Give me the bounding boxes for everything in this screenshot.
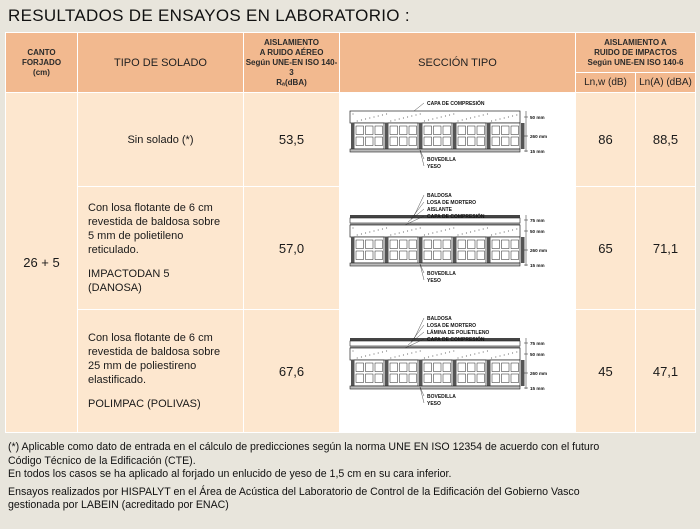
- bovedilla-block: [354, 123, 384, 149]
- aggregate-dot: [491, 235, 492, 236]
- aggregate-dot: [432, 356, 433, 357]
- aggregate-dot: [486, 351, 487, 352]
- aereo-value: 57,0: [244, 187, 340, 310]
- results-table: [5, 32, 696, 433]
- dimension-label: 75 mm: [529, 341, 545, 346]
- aggregate-dot: [461, 357, 462, 358]
- section-diagram: [340, 187, 576, 310]
- joist: [453, 123, 457, 149]
- aggregate-dot: [503, 355, 504, 356]
- solado-text: Con losa flotante de 6 cm revestida de baldosa sobre 25 mm de poliestireno elastificado. POLIMPAC (POLIVAS): [78, 310, 244, 433]
- aggregate-dot: [373, 116, 374, 117]
- aggregate-dot: [470, 232, 471, 233]
- aggregate-dot: [457, 120, 458, 121]
- aggregate-dot: [432, 118, 433, 119]
- aggregate-dot: [423, 358, 424, 359]
- dimension-label: 50 mm: [529, 352, 545, 357]
- aggregate-dot: [356, 358, 357, 359]
- diagram-bottom-label: YESO: [426, 163, 441, 170]
- joist: [351, 237, 355, 263]
- aggregate-dot: [360, 119, 361, 120]
- aggregate-dot: [507, 116, 508, 117]
- aggregate-dot: [507, 354, 508, 355]
- aggregate-dot: [402, 355, 403, 356]
- aggregate-dot: [453, 113, 454, 114]
- aggregate-dot: [356, 235, 357, 236]
- aggregate-dot: [470, 355, 471, 356]
- header-lnw: Ln,w (dB): [576, 73, 636, 93]
- aggregate-dot: [423, 120, 424, 121]
- aggregate-dot: [377, 353, 378, 354]
- joist: [385, 123, 389, 149]
- aggregate-dot: [503, 117, 504, 118]
- aggregate-dot: [386, 228, 387, 229]
- header-tipo-solado: TIPO DE SOLADO: [78, 33, 244, 93]
- aggregate-dot: [398, 118, 399, 119]
- aggregate-dot: [377, 230, 378, 231]
- lnw-value: 65: [576, 187, 636, 310]
- dimension-label: 75 mm: [529, 218, 545, 223]
- lna-value: 88,5: [636, 93, 696, 187]
- aggregate-dot: [512, 230, 513, 231]
- joist: [351, 360, 355, 386]
- aggregate-dot: [486, 113, 487, 114]
- dimension-label: 15 mm: [529, 263, 545, 268]
- aggregate-dot: [411, 230, 412, 231]
- diagram-top-label: LOSA DE MORTERO: [426, 200, 476, 206]
- aggregate-dot: [436, 232, 437, 233]
- aggregate-dot: [411, 353, 412, 354]
- aggregate-dot: [444, 230, 445, 231]
- aggregate-dot: [352, 351, 353, 352]
- aggregate-dot: [407, 231, 408, 232]
- joist: [453, 360, 457, 386]
- aggregate-dot: [436, 117, 437, 118]
- dimension-label: 260 mm: [529, 133, 547, 139]
- bovedilla-block: [422, 123, 452, 149]
- bovedilla-block: [354, 360, 384, 386]
- diagram-top-label: LOSA DE MORTERO: [426, 323, 476, 329]
- aggregate-dot: [474, 354, 475, 355]
- joist: [385, 237, 389, 263]
- aggregate-dot: [394, 357, 395, 358]
- aggregate-dot: [428, 119, 429, 120]
- plaster-layer: [350, 149, 520, 152]
- joist: [487, 123, 491, 149]
- diagram-bottom-label: BOVEDILLA: [426, 271, 456, 277]
- joist: [487, 360, 491, 386]
- aggregate-dot: [465, 118, 466, 119]
- aggregate-dot: [486, 228, 487, 229]
- aggregate-dot: [386, 351, 387, 352]
- aggregate-dot: [449, 114, 450, 115]
- aggregate-dot: [444, 115, 445, 116]
- aggregate-dot: [411, 115, 412, 116]
- aggregate-dot: [478, 115, 479, 116]
- diagram-top-label: AISLANTE: [426, 207, 452, 213]
- joist: [419, 237, 423, 263]
- aggregate-dot: [381, 352, 382, 353]
- lna-value: 71,1: [636, 187, 696, 310]
- aggregate-dot: [398, 356, 399, 357]
- page-title: RESULTADOS DE ENSAYOS EN LABORATORIO :: [8, 6, 410, 25]
- aggregate-dot: [516, 114, 517, 115]
- aggregate-dot: [478, 230, 479, 231]
- aggregate-dot: [457, 358, 458, 359]
- aggregate-dot: [482, 229, 483, 230]
- bovedilla-block: [456, 123, 486, 149]
- aggregate-dot: [352, 228, 353, 229]
- solado-text: Con losa flotante de 6 cm revestida de baldosa sobre 5 mm de polietileno reticulado. IMPACTODAN 5 (DANOSA): [78, 187, 244, 310]
- header-lna: Ln(A) (dBA): [636, 73, 696, 93]
- plaster-layer: [350, 386, 520, 389]
- dimension-label: 15 mm: [529, 148, 545, 154]
- aggregate-dot: [512, 353, 513, 354]
- aggregate-dot: [365, 118, 366, 119]
- aggregate-dot: [507, 231, 508, 232]
- aggregate-dot: [386, 113, 387, 114]
- header-impactos: AISLAMIENTO A RUIDO DE IMPACTOS Según UNE-EN ISO 140-6: [576, 33, 696, 73]
- header-canto: CANTO FORJADO (cm): [6, 33, 78, 93]
- joist: [521, 123, 525, 149]
- aggregate-dot: [436, 355, 437, 356]
- aggregate-dot: [415, 229, 416, 230]
- bovedilla-block: [456, 360, 486, 386]
- aggregate-dot: [390, 120, 391, 121]
- aggregate-dot: [394, 119, 395, 120]
- aggregate-dot: [419, 113, 420, 114]
- compression-layer: [350, 348, 520, 360]
- aereo-value: 67,6: [244, 310, 340, 433]
- joist: [419, 123, 423, 149]
- aggregate-dot: [390, 358, 391, 359]
- aggregate-dot: [377, 115, 378, 116]
- aggregate-dot: [369, 232, 370, 233]
- bovedilla-block: [456, 237, 486, 263]
- aggregate-dot: [503, 232, 504, 233]
- bovedilla-block: [490, 123, 520, 149]
- diagram-top-label: CAPA DE COMPRESIÓN: [426, 214, 485, 220]
- aggregate-dot: [495, 234, 496, 235]
- leader-line: [414, 103, 424, 111]
- aggregate-dot: [453, 351, 454, 352]
- aggregate-dot: [478, 353, 479, 354]
- joist: [351, 123, 355, 149]
- aggregate-dot: [457, 235, 458, 236]
- aggregate-dot: [474, 231, 475, 232]
- aggregate-dot: [381, 114, 382, 115]
- aggregate-dot: [449, 229, 450, 230]
- aggregate-dot: [512, 115, 513, 116]
- diagram-bottom-label: YESO: [426, 401, 441, 407]
- aggregate-dot: [373, 354, 374, 355]
- diagram-top-label: LÁMINA DE POLIETILENO: [426, 330, 489, 336]
- aggregate-dot: [373, 231, 374, 232]
- aggregate-dot: [365, 356, 366, 357]
- plaster-layer: [350, 263, 520, 266]
- dimension-label: 260 mm: [529, 371, 547, 376]
- aggregate-dot: [369, 117, 370, 118]
- joist: [521, 360, 525, 386]
- footer-notes: (*) Aplicable como dato de entrada en el cálculo de predicciones según la norma UNE EN ISO 12354 de acuerdo con el futuro Código Técnico de la Edificación (CTE). En todos los casos se ha aplicado al forjado un enlucido de yeso de 1,5 cm en su cara inferior. Ensayos realizados por HISPALYT en el Área de Acústica del Laboratorio de Control de la Edificación del Gobierno Vasco gestionada por LABEIN (acreditado por ENAC): [8, 441, 600, 512]
- aggregate-dot: [381, 229, 382, 230]
- aggregate-dot: [449, 352, 450, 353]
- dimension-label: 50 mm: [529, 114, 545, 120]
- aggregate-dot: [352, 113, 353, 114]
- aggregate-dot: [482, 352, 483, 353]
- aggregate-dot: [365, 233, 366, 234]
- diagram-top-label: BALDOSA: [426, 193, 452, 199]
- bovedilla-block: [490, 360, 520, 386]
- aggregate-dot: [360, 357, 361, 358]
- aggregate-dot: [491, 120, 492, 121]
- diagram-top-label: CAPA DE COMPRESIÓN: [426, 337, 485, 343]
- aggregate-dot: [402, 232, 403, 233]
- bovedilla-block: [490, 237, 520, 263]
- aggregate-dot: [415, 114, 416, 115]
- aggregate-dot: [356, 120, 357, 121]
- aggregate-dot: [402, 117, 403, 118]
- aggregate-dot: [432, 233, 433, 234]
- dimension-label: 260 mm: [529, 248, 547, 253]
- joist: [487, 237, 491, 263]
- diagram-bottom-label: BOVEDILLA: [426, 156, 456, 163]
- floor-section-drawing: [342, 189, 574, 307]
- aggregate-dot: [491, 358, 492, 359]
- header-seccion-tipo: SECCIÓN TIPO: [340, 33, 576, 93]
- diagram-bottom-label: BOVEDILLA: [426, 394, 456, 400]
- aggregate-dot: [461, 234, 462, 235]
- bovedilla-block: [354, 237, 384, 263]
- section-diagram: [340, 310, 576, 433]
- diagram-top-label: BALDOSA: [426, 316, 452, 322]
- section-diagram: [340, 93, 576, 187]
- diagram-bottom-label: YESO: [426, 278, 441, 284]
- aggregate-dot: [499, 118, 500, 119]
- aggregate-dot: [453, 228, 454, 229]
- bovedilla-block: [422, 237, 452, 263]
- aggregate-dot: [499, 233, 500, 234]
- lna-value: 47,1: [636, 310, 696, 433]
- aggregate-dot: [516, 352, 517, 353]
- joist: [453, 237, 457, 263]
- dimension-label: 50 mm: [529, 229, 545, 234]
- canto-value: 26 + 5: [6, 93, 78, 433]
- table-row: [6, 187, 696, 310]
- aggregate-dot: [398, 233, 399, 234]
- lnw-value: 45: [576, 310, 636, 433]
- aggregate-dot: [516, 229, 517, 230]
- compression-layer: [350, 225, 520, 237]
- aggregate-dot: [360, 234, 361, 235]
- aggregate-dot: [470, 117, 471, 118]
- lnw-value: 86: [576, 93, 636, 187]
- aggregate-dot: [499, 356, 500, 357]
- joist: [385, 360, 389, 386]
- solado-text: Sin solado (*): [78, 93, 244, 187]
- aggregate-dot: [407, 116, 408, 117]
- aggregate-dot: [415, 352, 416, 353]
- aggregate-dot: [390, 235, 391, 236]
- aggregate-dot: [444, 353, 445, 354]
- table-row: [6, 310, 696, 433]
- aggregate-dot: [482, 114, 483, 115]
- table-row: [6, 93, 696, 187]
- aggregate-dot: [440, 116, 441, 117]
- aggregate-dot: [495, 119, 496, 120]
- dimension-label: 15 mm: [529, 386, 545, 391]
- joist: [521, 237, 525, 263]
- bovedilla-block: [422, 360, 452, 386]
- bovedilla-block: [388, 360, 418, 386]
- aggregate-dot: [419, 351, 420, 352]
- aggregate-dot: [440, 354, 441, 355]
- aggregate-dot: [495, 357, 496, 358]
- compression-layer: [350, 111, 520, 123]
- aggregate-dot: [461, 119, 462, 120]
- floor-section-drawing: [342, 312, 574, 430]
- diagram-top-label: CAPA DE COMPRESIÓN: [426, 100, 485, 107]
- joist: [419, 360, 423, 386]
- aggregate-dot: [474, 116, 475, 117]
- bovedilla-block: [388, 123, 418, 149]
- header-aereo: AISLAMIENTO A RUIDO AÉREO Según UNE-EN ISO 140-3 Rₐ(dBA): [244, 33, 340, 93]
- floor-section-drawing: [342, 97, 574, 183]
- aggregate-dot: [428, 357, 429, 358]
- aggregate-dot: [369, 355, 370, 356]
- aggregate-dot: [465, 356, 466, 357]
- aggregate-dot: [428, 234, 429, 235]
- bovedilla-block: [388, 237, 418, 263]
- aggregate-dot: [440, 231, 441, 232]
- aggregate-dot: [419, 228, 420, 229]
- aereo-value: 53,5: [244, 93, 340, 187]
- aggregate-dot: [423, 235, 424, 236]
- aggregate-dot: [394, 234, 395, 235]
- aggregate-dot: [407, 354, 408, 355]
- aggregate-dot: [465, 233, 466, 234]
